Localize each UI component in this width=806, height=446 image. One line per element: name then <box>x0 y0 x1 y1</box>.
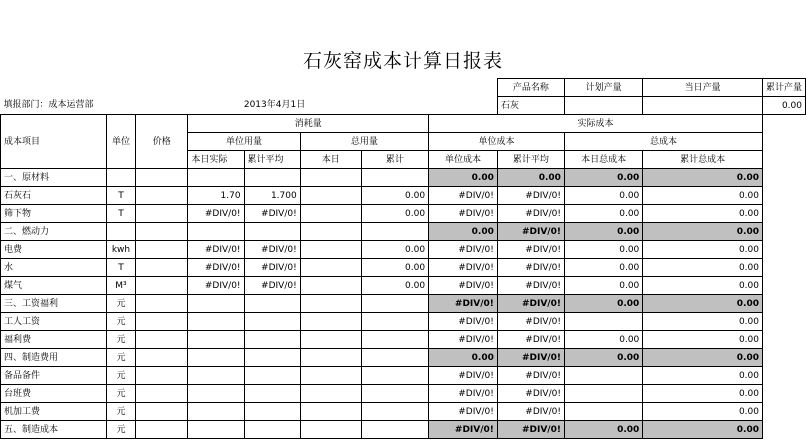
cum-total-cost-cell: 0.00 <box>643 259 763 277</box>
total-usage-cum-cell: 0.00 <box>361 259 428 277</box>
item-unit-cell: T <box>106 205 135 223</box>
unit-usage-avg-cell <box>244 223 300 241</box>
unit-cost-cell: #DIV/0! <box>429 241 498 259</box>
item-name-cell: 石灰石 <box>1 187 107 205</box>
unit-usage-avg-cell <box>244 295 300 313</box>
unit-usage-today-cell <box>188 385 244 403</box>
table-row <box>1 421 806 439</box>
table-row <box>1 313 806 331</box>
unit-usage-today-cell <box>188 421 244 439</box>
unit-cost-cell: #DIV/0! <box>429 421 498 439</box>
unit-usage-avg-cell <box>244 331 300 349</box>
item-unit-cell: kwh <box>106 241 135 259</box>
unit-cost-avg-cell: #DIV/0! <box>497 385 564 403</box>
unit-cost-cell: #DIV/0! <box>429 385 498 403</box>
unit-cost-cell: #DIV/0! <box>429 331 498 349</box>
report-title: 石灰窑成本计算日报表 <box>302 50 503 72</box>
unit-cost-avg-cell: #DIV/0! <box>497 277 564 295</box>
item-price-cell <box>136 187 188 205</box>
unit-usage-avg-cell <box>244 169 300 187</box>
total-usage-today-cell <box>300 205 361 223</box>
plan-output-label: 计划产量 <box>564 79 642 97</box>
unit-cost-header: 单位成本 <box>429 133 565 151</box>
total-usage-today-cell <box>300 349 361 367</box>
total-usage-cum-cell <box>361 385 428 403</box>
unit-usage-header: 单位用量 <box>188 133 300 151</box>
unit-cost-avg-cell: #DIV/0! <box>497 367 564 385</box>
total-usage-today-cell <box>300 169 361 187</box>
total-usage-cum-cell: 0.00 <box>361 187 428 205</box>
today-total-cost-cell: 0.00 <box>564 223 642 241</box>
item-price-cell <box>136 331 188 349</box>
product-header-row <box>1 79 806 97</box>
total-usage-today-cell <box>300 259 361 277</box>
table-row <box>1 259 806 277</box>
unit-usage-today-cell <box>188 295 244 313</box>
unit-usage-today-cell: #DIV/0! <box>188 277 244 295</box>
table-row <box>1 187 806 205</box>
header-row-1 <box>1 115 806 133</box>
item-unit-cell: 元 <box>106 313 135 331</box>
item-price-cell <box>136 169 188 187</box>
unit-cost-avg-cell: 0.00 <box>497 169 564 187</box>
unit-cost-avg-cell: #DIV/0! <box>497 205 564 223</box>
unit-usage-avg-cell <box>244 385 300 403</box>
item-unit-cell: 元 <box>106 367 135 385</box>
item-unit-cell: T <box>106 187 135 205</box>
total-usage-cum-cell <box>361 367 428 385</box>
unit-cost-avg-cell: #DIV/0! <box>497 421 564 439</box>
today-total-cost-cell: 0.00 <box>564 259 642 277</box>
table-row <box>1 223 806 241</box>
item-name-cell: 工人工资 <box>1 313 107 331</box>
total-usage-today-cell <box>300 241 361 259</box>
today-total-cost-cell: 0.00 <box>564 421 642 439</box>
today-total-cost-header: 本日总成本 <box>564 151 642 169</box>
item-name-cell: 电费 <box>1 241 107 259</box>
unit-usage-avg-cell: 1.700 <box>244 187 300 205</box>
total-usage-cum-cell <box>361 421 428 439</box>
cum-total-cost-cell: 0.00 <box>643 295 763 313</box>
today-output-value <box>643 97 763 115</box>
item-unit-cell: 元 <box>106 331 135 349</box>
item-name-cell: 四、制造费用 <box>1 349 107 367</box>
dept-row <box>1 97 806 115</box>
total-usage-cum-cell <box>361 295 428 313</box>
total-usage-cum-cell <box>361 223 428 241</box>
total-usage-today-cell <box>300 403 361 421</box>
today-total-cost-cell: 0.00 <box>564 277 642 295</box>
unit-cost-avg-cell: #DIV/0! <box>497 187 564 205</box>
cum-total-cost-cell: 0.00 <box>643 169 763 187</box>
item-name-cell: 水 <box>1 259 107 277</box>
unit-usage-today-cell <box>188 223 244 241</box>
unit-usage-avg-cell: #DIV/0! <box>244 277 300 295</box>
total-usage-cum-cell <box>361 403 428 421</box>
cum-avg2-header: 累计平均 <box>497 151 564 169</box>
product-name-value: 石灰 <box>497 97 564 115</box>
today-total-cost-cell: 0.00 <box>564 205 642 223</box>
item-unit-cell: M³ <box>106 277 135 295</box>
unit-usage-today-cell <box>188 169 244 187</box>
item-unit-cell: T <box>106 259 135 277</box>
item-name-cell: 煤气 <box>1 277 107 295</box>
item-unit-cell: 元 <box>106 403 135 421</box>
unit-cost-cell: #DIV/0! <box>429 277 498 295</box>
today-total-cost-cell: 0.00 <box>564 169 642 187</box>
item-unit-cell: 元 <box>106 421 135 439</box>
today-total-cost-cell <box>564 367 642 385</box>
today-total-cost-cell: 0.00 <box>564 295 642 313</box>
unit-cost-cell: #DIV/0! <box>429 313 498 331</box>
unit-usage-avg-cell <box>244 403 300 421</box>
item-unit-cell: 元 <box>106 349 135 367</box>
table-row <box>1 385 806 403</box>
item-price-cell <box>136 421 188 439</box>
item-price-cell <box>136 277 188 295</box>
unit-cost-cell: 0.00 <box>429 169 498 187</box>
item-name-cell: 二、燃动力 <box>1 223 107 241</box>
total-usage-cum-cell <box>361 331 428 349</box>
item-price-cell <box>136 385 188 403</box>
unit-usage-today-cell <box>188 403 244 421</box>
unit-cost-avg-cell: #DIV/0! <box>497 295 564 313</box>
unit-cost-avg-cell: #DIV/0! <box>497 259 564 277</box>
cum-total-cost-cell: 0.00 <box>643 421 763 439</box>
table-row <box>1 277 806 295</box>
unit-cost-avg-cell: #DIV/0! <box>497 241 564 259</box>
item-name-cell: 台班费 <box>1 385 107 403</box>
total-usage-today-cell <box>300 277 361 295</box>
today-header: 本日 <box>300 151 361 169</box>
today-total-cost-cell: 0.00 <box>564 241 642 259</box>
cum-total-cost-cell: 0.00 <box>643 367 763 385</box>
total-usage-cum-cell: 0.00 <box>361 277 428 295</box>
unit-usage-today-cell <box>188 367 244 385</box>
cum-total-cost-cell: 0.00 <box>643 223 763 241</box>
table-row <box>1 349 806 367</box>
unit-cost-cell: 0.00 <box>429 223 498 241</box>
cum-output-label: 累计产量 <box>762 79 805 97</box>
table-row <box>1 331 806 349</box>
unit-usage-today-cell: #DIV/0! <box>188 205 244 223</box>
unit-cost-sub-header: 单位成本 <box>429 151 498 169</box>
unit-cost-cell: #DIV/0! <box>429 295 498 313</box>
total-usage-cum-cell: 0.00 <box>361 241 428 259</box>
today-actual-header: 本日实际 <box>188 151 244 169</box>
table-row <box>1 403 806 421</box>
item-name-cell: 三、工资福利 <box>1 295 107 313</box>
unit-cost-avg-cell: #DIV/0! <box>497 223 564 241</box>
cum-total-cost-header: 累计总成本 <box>643 151 763 169</box>
item-price-cell <box>136 367 188 385</box>
table-row <box>1 241 806 259</box>
unit-usage-today-cell: #DIV/0! <box>188 259 244 277</box>
header-row-2 <box>1 133 806 151</box>
total-usage-today-cell <box>300 331 361 349</box>
unit-cost-avg-cell: #DIV/0! <box>497 403 564 421</box>
total-usage-today-cell <box>300 385 361 403</box>
unit-usage-today-cell: #DIV/0! <box>188 241 244 259</box>
unit-cost-cell: #DIV/0! <box>429 205 498 223</box>
item-name-cell: 福利费 <box>1 331 107 349</box>
item-price-cell <box>136 205 188 223</box>
cum-total-cost-cell: 0.00 <box>643 385 763 403</box>
table-row <box>1 169 806 187</box>
unit-usage-avg-cell <box>244 313 300 331</box>
unit-usage-today-cell <box>188 313 244 331</box>
cum-total-cost-cell: 0.00 <box>643 349 763 367</box>
today-total-cost-cell: 0.00 <box>564 331 642 349</box>
cumulative-header: 累计 <box>361 151 428 169</box>
item-unit-cell <box>106 169 135 187</box>
col-item-header <box>1 115 107 133</box>
total-usage-today-cell <box>300 313 361 331</box>
unit-usage-avg-cell: #DIV/0! <box>244 241 300 259</box>
today-total-cost-cell <box>564 385 642 403</box>
unit-cost-avg-cell: #DIV/0! <box>497 349 564 367</box>
total-usage-today-cell <box>300 187 361 205</box>
cum-total-cost-cell: 0.00 <box>643 241 763 259</box>
cum-total-cost-cell: 0.00 <box>643 187 763 205</box>
plan-output-value <box>564 97 642 115</box>
unit-cost-avg-cell: #DIV/0! <box>497 331 564 349</box>
total-usage-today-cell <box>300 295 361 313</box>
unit-usage-avg-cell <box>244 349 300 367</box>
cum-avg-header: 累计平均 <box>244 151 300 169</box>
today-total-cost-cell <box>564 313 642 331</box>
item-unit-cell: 元 <box>106 385 135 403</box>
header-row-3 <box>1 151 806 169</box>
table-row <box>1 295 806 313</box>
total-usage-today-cell <box>300 421 361 439</box>
item-price-cell <box>136 295 188 313</box>
total-usage-cum-cell <box>361 313 428 331</box>
total-usage-header: 总用量 <box>300 133 428 151</box>
total-usage-today-cell <box>300 367 361 385</box>
total-cost-header: 总成本 <box>564 133 762 151</box>
total-usage-today-cell <box>300 223 361 241</box>
cost-report-table <box>0 78 806 439</box>
item-price-cell <box>136 403 188 421</box>
item-unit-cell: 元 <box>106 295 135 313</box>
unit-cost-cell: #DIV/0! <box>429 403 498 421</box>
unit-usage-today-cell: 1.70 <box>188 187 244 205</box>
unit-cost-cell: 0.00 <box>429 349 498 367</box>
item-name-cell: 五、制造成本 <box>1 421 107 439</box>
item-name-cell: 机加工费 <box>1 403 107 421</box>
price-header: 价格 <box>136 133 188 151</box>
item-price-cell <box>136 349 188 367</box>
item-price-cell <box>136 241 188 259</box>
table-row <box>1 205 806 223</box>
unit-cost-cell: #DIV/0! <box>429 259 498 277</box>
consumption-header: 消耗量 <box>188 115 429 133</box>
item-name-cell: 筛下物 <box>1 205 107 223</box>
unit-usage-avg-cell <box>244 367 300 385</box>
actual-cost-header: 实际成本 <box>429 115 763 133</box>
cum-total-cost-cell: 0.00 <box>643 403 763 421</box>
today-total-cost-cell: 0.00 <box>564 349 642 367</box>
cum-output-value: 0.00 <box>762 97 805 115</box>
dept-label: 填报部门：成本运营部 <box>3 100 94 111</box>
report-date: 2013年4月1日 <box>243 100 306 111</box>
total-usage-cum-cell: 0.00 <box>361 205 428 223</box>
unit-usage-avg-cell: #DIV/0! <box>244 205 300 223</box>
unit-cost-cell: #DIV/0! <box>429 187 498 205</box>
item-header: 成本项目 <box>1 133 107 151</box>
cum-total-cost-cell: 0.00 <box>643 277 763 295</box>
today-output-label: 当日产量 <box>643 79 763 97</box>
today-total-cost-cell <box>564 403 642 421</box>
cum-total-cost-cell: 0.00 <box>643 331 763 349</box>
cum-total-cost-cell: 0.00 <box>643 205 763 223</box>
item-name-cell: 备品备件 <box>1 367 107 385</box>
table-row <box>1 367 806 385</box>
product-name-label: 产品名称 <box>497 79 564 97</box>
item-price-cell <box>136 259 188 277</box>
unit-cost-avg-cell: #DIV/0! <box>497 313 564 331</box>
unit-cost-cell: #DIV/0! <box>429 367 498 385</box>
cum-total-cost-cell: 0.00 <box>643 313 763 331</box>
unit-usage-today-cell <box>188 349 244 367</box>
unit-usage-avg-cell <box>244 421 300 439</box>
total-usage-cum-cell <box>361 349 428 367</box>
today-total-cost-cell: 0.00 <box>564 187 642 205</box>
total-usage-cum-cell <box>361 169 428 187</box>
item-unit-cell <box>106 223 135 241</box>
unit-usage-today-cell <box>188 331 244 349</box>
item-price-cell <box>136 313 188 331</box>
unit-usage-avg-cell: #DIV/0! <box>244 259 300 277</box>
item-price-cell <box>136 223 188 241</box>
unit-header: 单位 <box>106 133 135 151</box>
item-name-cell: 一、原材料 <box>1 169 107 187</box>
